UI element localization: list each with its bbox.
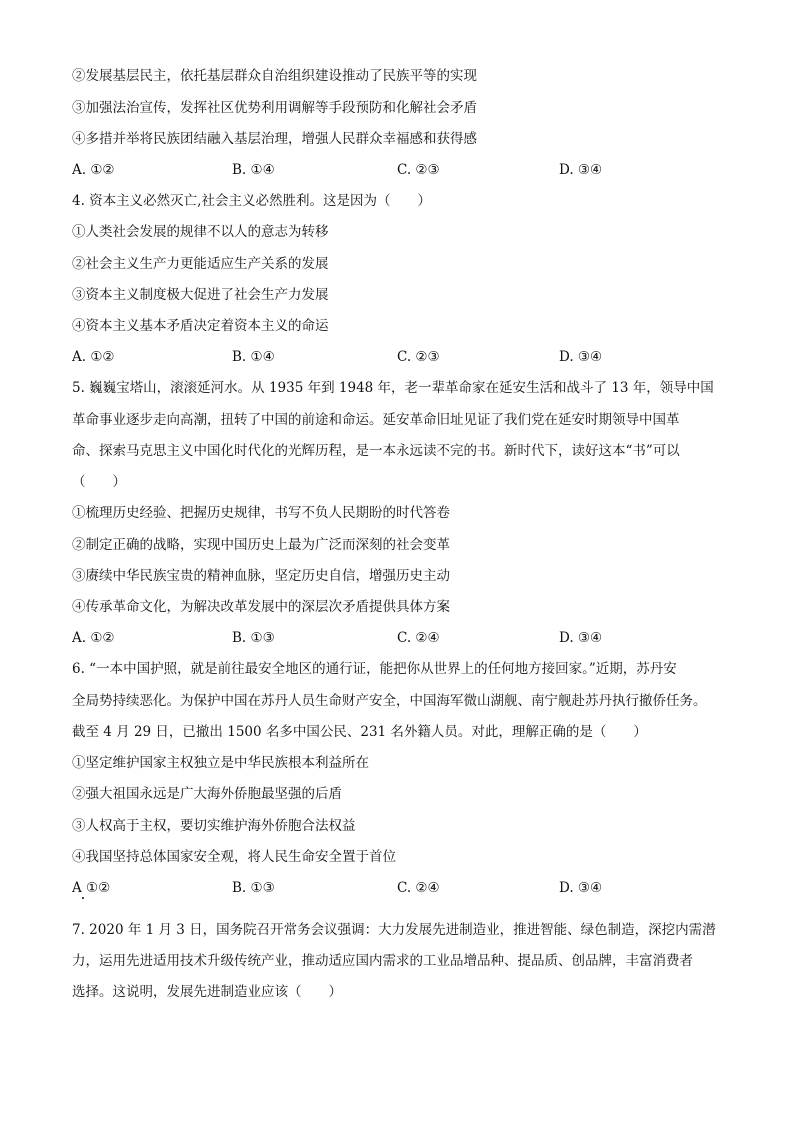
q3-statement-2: ②发展基层民主，依托基层群众自治组织建设推动了民族平等的实现 bbox=[72, 68, 477, 84]
q5-stem-line-1: 5. 巍巍宝塔山，滚滚延河水。从 1935 年到 1948 年，老一辈革命家在延安生活和战斗了 13 年，领导中国 bbox=[72, 380, 714, 396]
q5-stem-line-2: 革命事业逐步走向高潮，扭转了中国的前途和命运。延安革命旧址见证了我们党在延安时期领导中国革 bbox=[72, 412, 680, 428]
q3-statement-4: ④多措并举将民族团结融入基层治理，增强人民群众幸福感和获得感 bbox=[72, 131, 477, 147]
q6-statement-3: ③人权高于主权，要切实维护海外侨胞合法权益 bbox=[72, 818, 356, 834]
q6-options bbox=[72, 879, 712, 897]
q5-option-d: D. ③④ bbox=[559, 630, 603, 646]
stray-dot bbox=[82, 897, 84, 899]
q4-option-b: B. ①④ bbox=[232, 349, 275, 365]
q6-stem-line-3: 截至 4 月 29 日，已撤出 1500 名多中国公民、231 名外籍人员。对此，理解正确的是（ ） bbox=[72, 724, 647, 740]
q3-statement-3: ③加强法治宣传，发挥社区优势利用调解等手段预防和化解社会矛盾 bbox=[72, 100, 477, 116]
q6-option-a: A ①② bbox=[72, 880, 111, 896]
q4-statement-4: ④资本主义基本矛盾决定着资本主义的命运 bbox=[72, 318, 329, 334]
q4-option-c: C. ②③ bbox=[397, 349, 440, 365]
q5-options bbox=[72, 629, 712, 647]
q5-statement-4: ④传承革命文化，为解决改革发展中的深层次矛盾提供具体方案 bbox=[72, 599, 450, 615]
q6-statement-2: ②强大祖国永远是广大海外侨胞最坚强的后盾 bbox=[72, 786, 342, 802]
q7-stem-line-1: 7. 2020 年 1 月 3 日，国务院召开常务会议强调：大力发展先进制造业，推进智能、绿色制造，深挖内需潜 bbox=[72, 922, 716, 938]
q6-option-b: B. ①③ bbox=[232, 880, 275, 896]
q4-statement-1: ①人类社会发展的规律不以人的意志为转移 bbox=[72, 224, 329, 240]
q3-option-c: C. ②③ bbox=[397, 162, 440, 178]
q5-statement-2: ②制定正确的战略，实现中国历史上最为广泛而深刻的社会变革 bbox=[72, 537, 450, 553]
q5-answer-blank: （ ） bbox=[72, 474, 126, 490]
q4-option-a: A. ①② bbox=[72, 349, 115, 365]
q4-options bbox=[72, 348, 712, 366]
q5-option-c: C. ②④ bbox=[397, 630, 440, 646]
q6-option-c: C. ②④ bbox=[397, 880, 440, 896]
q3-option-b: B. ①④ bbox=[232, 162, 275, 178]
q6-statement-4: ④我国坚持总体国家安全观，将人民生命安全置于首位 bbox=[72, 849, 396, 865]
q6-stem-line-2: 全局势持续恶化。为保护中国在苏丹人员生命财产安全，中国海军微山湖舰、南宁舰赴苏丹执行撤侨任务。 bbox=[72, 693, 707, 709]
q6-option-d: D. ③④ bbox=[559, 880, 603, 896]
q3-option-a: A. ①② bbox=[72, 162, 115, 178]
q4-option-d: D. ③④ bbox=[559, 349, 603, 365]
q5-statement-1: ①梳理历史经验、把握历史规律，书写不负人民期盼的时代答卷 bbox=[72, 505, 450, 521]
q5-option-b: B. ①③ bbox=[232, 630, 275, 646]
q7-stem-line-2: 力，运用先进适用技术升级传统产业，推动适应国内需求的工业品增品种、提品质、创品牌，丰富消费者 bbox=[72, 953, 693, 969]
q3-options bbox=[72, 161, 712, 179]
q5-stem-line-3: 命、探索马克思主义中国化时代化的光辉历程，是一本永远读不完的书。新时代下，读好这本“书”可以 bbox=[72, 443, 680, 459]
q4-statement-2: ②社会主义生产力更能适应生产关系的发展 bbox=[72, 256, 329, 272]
q6-stem-line-1: 6. “一本中国护照，就是前往最安全地区的通行证，能把你从世界上的任何地方接回家。”近期，苏丹安 bbox=[72, 661, 677, 677]
q4-statement-3: ③资本主义制度极大促进了社会生产力发展 bbox=[72, 287, 329, 303]
q6-statement-1: ①坚定维护国家主权独立是中华民族根本利益所在 bbox=[72, 755, 369, 771]
q3-option-d: D. ③④ bbox=[559, 162, 603, 178]
q7-stem-line-3: 选择。这说明，发展先进制造业应该（ ） bbox=[72, 984, 342, 1000]
q5-statement-3: ③赓续中华民族宝贵的精神血脉，坚定历史自信，增强历史主动 bbox=[72, 568, 450, 584]
q5-option-a: A. ①② bbox=[72, 630, 115, 646]
q4-stem: 4. 资本主义必然灭亡,社会主义必然胜利。这是因为（ ） bbox=[72, 193, 431, 209]
